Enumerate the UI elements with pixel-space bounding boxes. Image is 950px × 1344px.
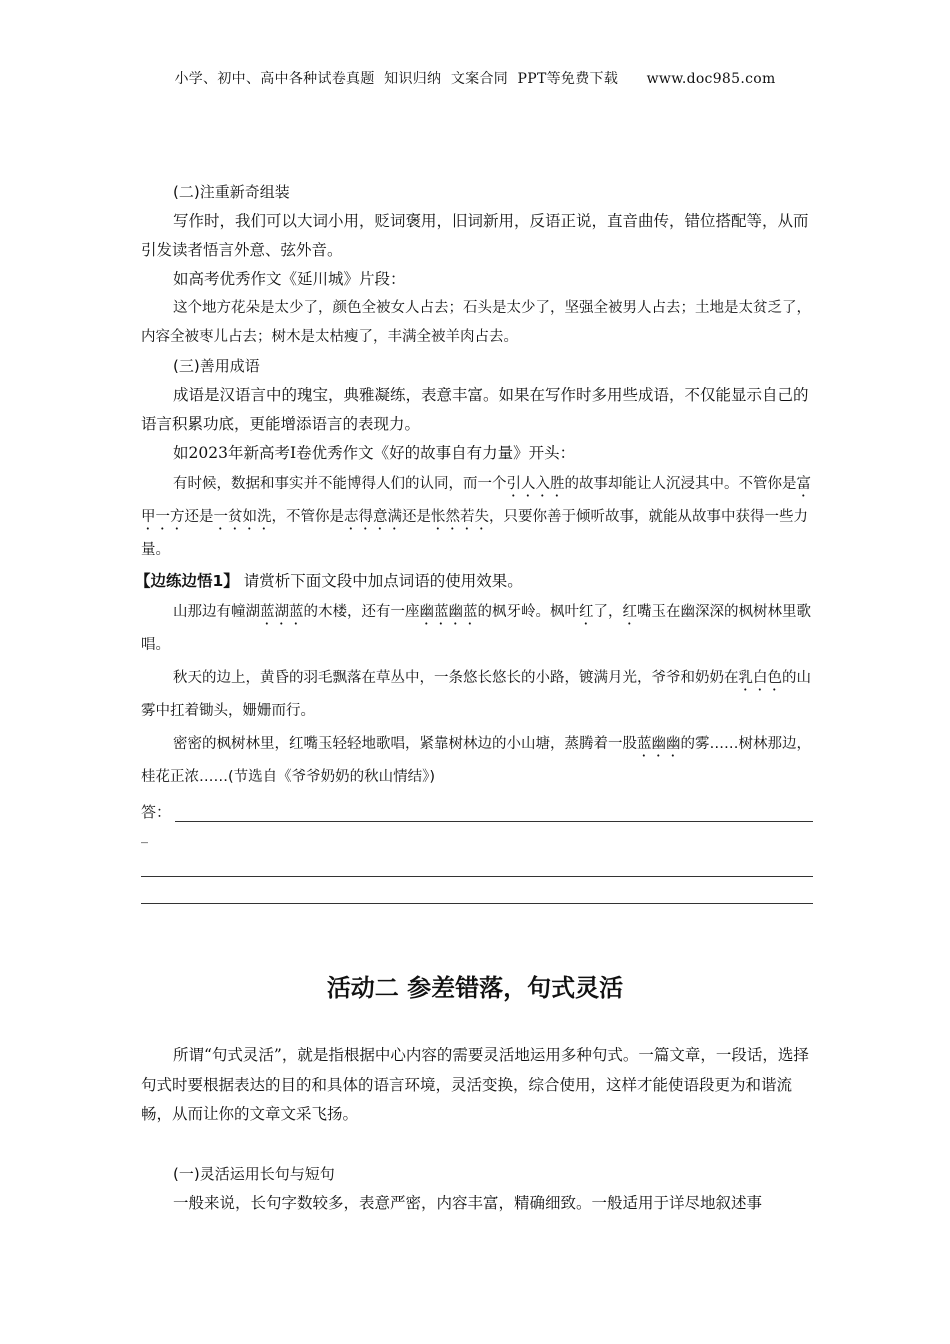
paragraph-activity-intro: 所谓“句式灵活”，就是指根据中心内容的需要灵活地运用多种句式。一篇文章，一段话，选择句式时要根据表达的目的和具体的语言环境，灵活变换，综合使用，这样才能使语段更为和谐流畅，从而让你的文章文采飞扬。 (141, 1046, 809, 1123)
paragraph-sec3-example-intro: 如2023年新高考Ⅰ卷优秀作文《好的故事自有力量》开头： (173, 444, 576, 462)
subsection-title-2: (二)注重新奇组装 (173, 183, 290, 201)
exercise-text: 的木楼，还有一座 (303, 604, 420, 620)
quote-text: 的故事却能让人沉浸其中。不管你是 (564, 476, 797, 492)
activity-title: 活动二 参差错落，句式灵活 (326, 974, 624, 1002)
emphasized-idiom: 志得意满 (344, 509, 402, 525)
exercise-text: 嘴玉在幽深深的枫树林里歌唱。 (141, 604, 811, 653)
quote-text: 还是 (184, 509, 214, 525)
exercise-text: 密密的枫树林里，红嘴玉轻轻地歌唱，紧靠树林边的小山塘，蒸腾着一股 (173, 736, 637, 752)
emphasized-idiom: 富甲一方 (141, 476, 811, 525)
page-header: 小学、初中、高中各种试卷真题 知识归纳 文案合同 PPT等免费下载 www.doc985.com (174, 71, 776, 87)
paragraph-sec3-intro: 成语是汉语言中的瑰宝，典雅凝练，表意丰富。如果在写作时多用些成语，不仅能显示自己的语言积累功底，更能增添语言的表现力。 (141, 386, 809, 433)
exercise-prompt-text: 请赏析下面文段中加点词语的使用效果。 (238, 572, 523, 590)
exercise-paragraph-3 (141, 728, 813, 794)
exercise-paragraph-2 (141, 662, 813, 728)
section-content (135, 178, 813, 904)
answer-row (141, 794, 813, 822)
emphasized-word: 幽蓝幽蓝 (419, 604, 478, 620)
subsection-title-1: (一)灵活运用长句与短句 (173, 1164, 335, 1183)
quote-good-story (141, 468, 813, 567)
answer-line[interactable] (141, 877, 813, 904)
quote-text: ，不管你是 (271, 509, 344, 525)
paragraph-sec2-example-intro: 如高考优秀作文《延川城》片段： (173, 270, 406, 288)
emphasized-word: 蓝湖蓝 (260, 604, 304, 620)
exercise-prompt (135, 567, 813, 596)
exercise-text: 山那边有幢湖 (173, 604, 260, 620)
emphasized-word: 乳白色 (738, 670, 782, 686)
emphasized-word: 蓝幽幽 (637, 736, 681, 752)
paragraph-sec2-intro: 写作时，我们可以大词小用，贬词褒用，旧词新用，反语正说，直音曲传，错位搭配等，从而引发读者悟言外意、弦外音。 (141, 212, 809, 259)
exercise-label: 【边练边悟1】 (135, 572, 239, 590)
exercise-text: 的雾……树林那边，桂花正浓……(节选自《爷爷奶奶的秋山情结》) (141, 736, 811, 785)
exercise-text: 了， (593, 604, 623, 620)
quote-text: ，只要你善于倾听故事，就能从故事中获得一些力量。 (141, 509, 808, 558)
answer-line[interactable] (175, 803, 813, 822)
subsection-title-3: (三)善用成语 (173, 357, 260, 375)
paragraph-sub1: 一般来说，长句字数较多，表意严密，内容丰富，精确细致。一般适用于详尽地叙述事 (173, 1194, 763, 1212)
activity-content (141, 1041, 813, 1219)
quote-text: 有时候，数据和事实并不能博得人们的认同，而一个 (173, 476, 507, 492)
exercise-text: 的枫牙岭。枫叶 (477, 604, 579, 620)
answer-tail: _ (141, 828, 148, 844)
quote-text: 还是 (402, 509, 431, 525)
exercise-text: 秋天的边上，黄昏的羽毛飘落在草丛中，一条悠长悠长的小路，镀满月光，爷爷和奶奶在 (173, 670, 739, 686)
emphasized-idiom: 引人入胜 (506, 476, 565, 492)
emphasized-word: 红 (579, 604, 594, 620)
emphasized-idiom: 一贫如洗 (213, 509, 272, 525)
emphasized-word: 红 (622, 604, 637, 620)
exercise-text: 的山雾中扛着锄头，姗姗而行。 (141, 670, 811, 719)
exercise-paragraph-1 (141, 596, 813, 662)
emphasized-idiom: 怅然若失 (431, 509, 489, 525)
quote-yanchuan: 这个地方花朵是太少了，颜色全被女人占去；石头是太少了，坚强全被男人占去；土地是太贫乏了，内容全被枣儿占去；树木是太枯瘦了，丰满全被羊肉占去。 (141, 300, 811, 345)
answer-label: 答： (141, 803, 172, 821)
answer-line[interactable] (141, 850, 813, 877)
